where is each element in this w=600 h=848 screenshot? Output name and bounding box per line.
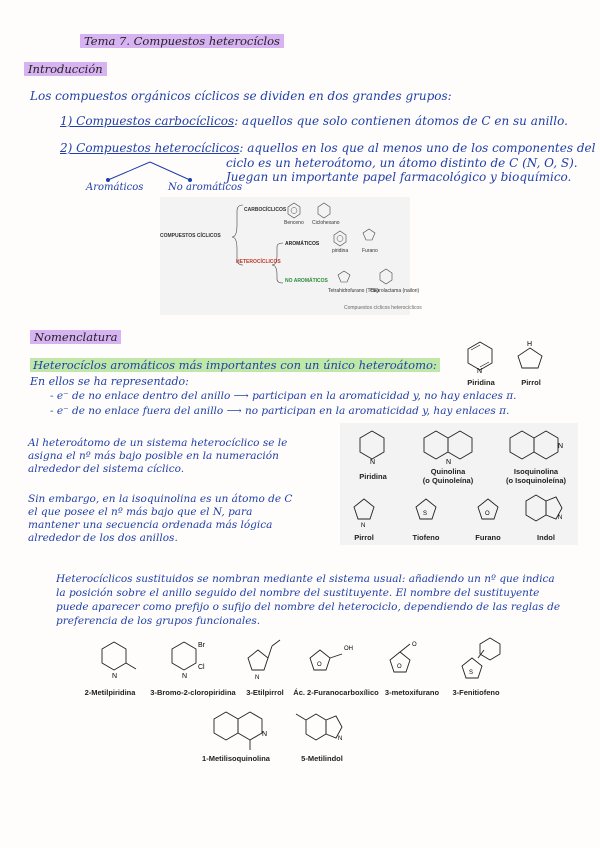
scheme-caption: Compuestos cíclicos heterocíclicos — [344, 305, 422, 311]
label-furano: Furano — [475, 533, 501, 542]
label-isoquinolina-sub: (o Isoquinoleína) — [506, 476, 566, 485]
svg-text:O: O — [485, 511, 490, 517]
page-title: Tema 7. Compuestos heterocíclos — [80, 34, 284, 49]
svg-text:O: O — [412, 642, 417, 648]
label-1-metilisoquinolina: 1-Metilisoquinolina — [202, 754, 270, 763]
scheme-noarom: NO AROMÁTICOS — [285, 278, 328, 284]
svg-text:N: N — [446, 459, 452, 466]
substituted-structures-row2 — [200, 706, 350, 752]
intro-item2: 2) Compuestos heterocíclicos: aquellos en los que al menos uno de los componentes del — [60, 141, 596, 155]
label-pirrol: Pirrol — [354, 533, 374, 542]
scheme-furano: Furano — [362, 248, 378, 254]
svg-text:S: S — [469, 670, 474, 676]
nomen-highlight-line: Heterocíclos aromáticos más importantes con un único heteroátomo: — [30, 358, 440, 373]
scheme-thf: Tetrahidrofurano (THF) — [328, 288, 379, 294]
label-isoquinolina: Isoquinolina — [513, 467, 559, 476]
svg-text:N: N — [338, 736, 343, 742]
label-quinolina: Quinolina — [430, 467, 466, 476]
scheme-root: COMPUESTOS CÍCLICOS — [160, 233, 221, 239]
classification-scheme — [160, 197, 422, 315]
substituted-structures-row1 — [80, 638, 520, 688]
label-2-metilpiridina: 2-Metilpiridina — [84, 688, 136, 697]
svg-text:Br: Br — [198, 642, 205, 649]
svg-text:N: N — [370, 459, 376, 466]
label-indol: Indol — [537, 533, 555, 542]
label-3-fenitiofeno: 3-Fenitiofeno — [452, 688, 500, 697]
svg-text:OH: OH — [344, 646, 353, 652]
intro-line1: Los compuestos orgánicos cíclicos se dividen en dos grandes grupos: — [30, 89, 452, 103]
nomen-para2: Sin embargo, en la isoquinolina es un átomo de C el que posee el nº más bajo que el N, para mantener una secuencia ordenada más lógica alrededor de los dos anillos. — [28, 493, 293, 544]
svg-text:N: N — [361, 523, 366, 529]
subst-paragraph: Heterocíclicos sustituidos se nombran mediante el sistema usual: añadiendo un nº que indica la posición sobre el anillo seguido del nombre del sustituyente. El nombre del sustituyente puede aparecer como prefijo o sufijo del nombre del heterociclo, dependiendo de las reglas de preferencia de los grupos funcionales. — [56, 573, 561, 627]
nomen-para1: Al heteroátomo de un sistema heterocíclico se le asigna el nº más bajo posible en la numeración alrededor del sistema cíclico. — [28, 437, 288, 475]
intro-item2-line2: ciclo es un heteroátomo, un átomo distinto de C (N, O, S). — [226, 156, 578, 170]
pyrrole-structure — [516, 340, 546, 374]
label-pirrol-top: Pirrol — [521, 378, 541, 387]
svg-text:O: O — [317, 662, 322, 668]
label-quinolina-sub: (o Quinoleína) — [422, 476, 474, 485]
scheme-ciclohexano: Ciclohexano — [312, 220, 340, 226]
scheme-hetero: HETEROCÍCLICOS — [236, 259, 281, 265]
label-3-etilpirrol: 3-Etilpirrol — [246, 688, 284, 697]
svg-text:S: S — [423, 511, 428, 517]
svg-text:H: H — [527, 341, 533, 348]
scheme-piridina: piridina — [332, 248, 349, 254]
svg-text:N: N — [112, 673, 118, 680]
svg-text:Cl: Cl — [198, 664, 205, 671]
scheme-benceno: Benceno — [284, 220, 304, 226]
label-3-metoxifurano: 3-metoxifurano — [384, 688, 440, 697]
svg-text:N: N — [182, 673, 188, 680]
branch-no-aromaticos: No aromáticos — [168, 182, 243, 193]
heterocycles-box — [340, 423, 578, 545]
scheme-caprolactama: Caprolactama (nailon) — [370, 288, 420, 294]
intro-heading: Introducción — [24, 62, 107, 77]
nomen-heading: Nomenclatura — [30, 330, 121, 345]
label-5-metilindol: 5-Metilindol — [301, 754, 343, 763]
scheme-carbo: CARBOCÍCLICOS — [244, 207, 287, 213]
intro-item2-line3: Juegan un importante papel farmacológico y bioquímico. — [226, 170, 572, 184]
branch-aromaticos: Aromáticos — [86, 182, 144, 193]
scheme-arom: AROMÁTICOS — [285, 241, 320, 247]
label-acido-furanocarboxilico: Ác. 2-Furanocarboxílico — [293, 688, 379, 697]
svg-text:N: N — [558, 515, 563, 521]
svg-text:N: N — [262, 731, 268, 738]
intro-item1: 1) Compuestos carbocíclicos: aquellos que solo contienen átomos de C en su anillo. — [60, 114, 568, 128]
label-piridina: Piridina — [359, 472, 387, 481]
pyridine-structure — [466, 340, 496, 374]
nomen-line3: - e⁻ de no enlace fuera del anillo ⟶ no participan en la aromaticidad y, hay enlaces π. — [50, 405, 510, 417]
svg-text:N: N — [477, 368, 483, 375]
svg-text:N: N — [255, 675, 260, 681]
svg-text:O: O — [397, 664, 402, 670]
svg-text:N: N — [558, 443, 564, 450]
label-3-bromo-2-cloropiridina: 3-Bromo-2-cloropiridina — [150, 688, 236, 697]
label-piridina-top: Piridina — [467, 378, 495, 387]
nomen-line2: - e⁻ de no enlace dentro del anillo ⟶ participan en la aromaticidad y, no hay enlaces π. — [50, 390, 517, 402]
label-tiofeno: Tiofeno — [412, 533, 440, 542]
nomen-line1: En ellos se ha representado: — [30, 375, 189, 388]
